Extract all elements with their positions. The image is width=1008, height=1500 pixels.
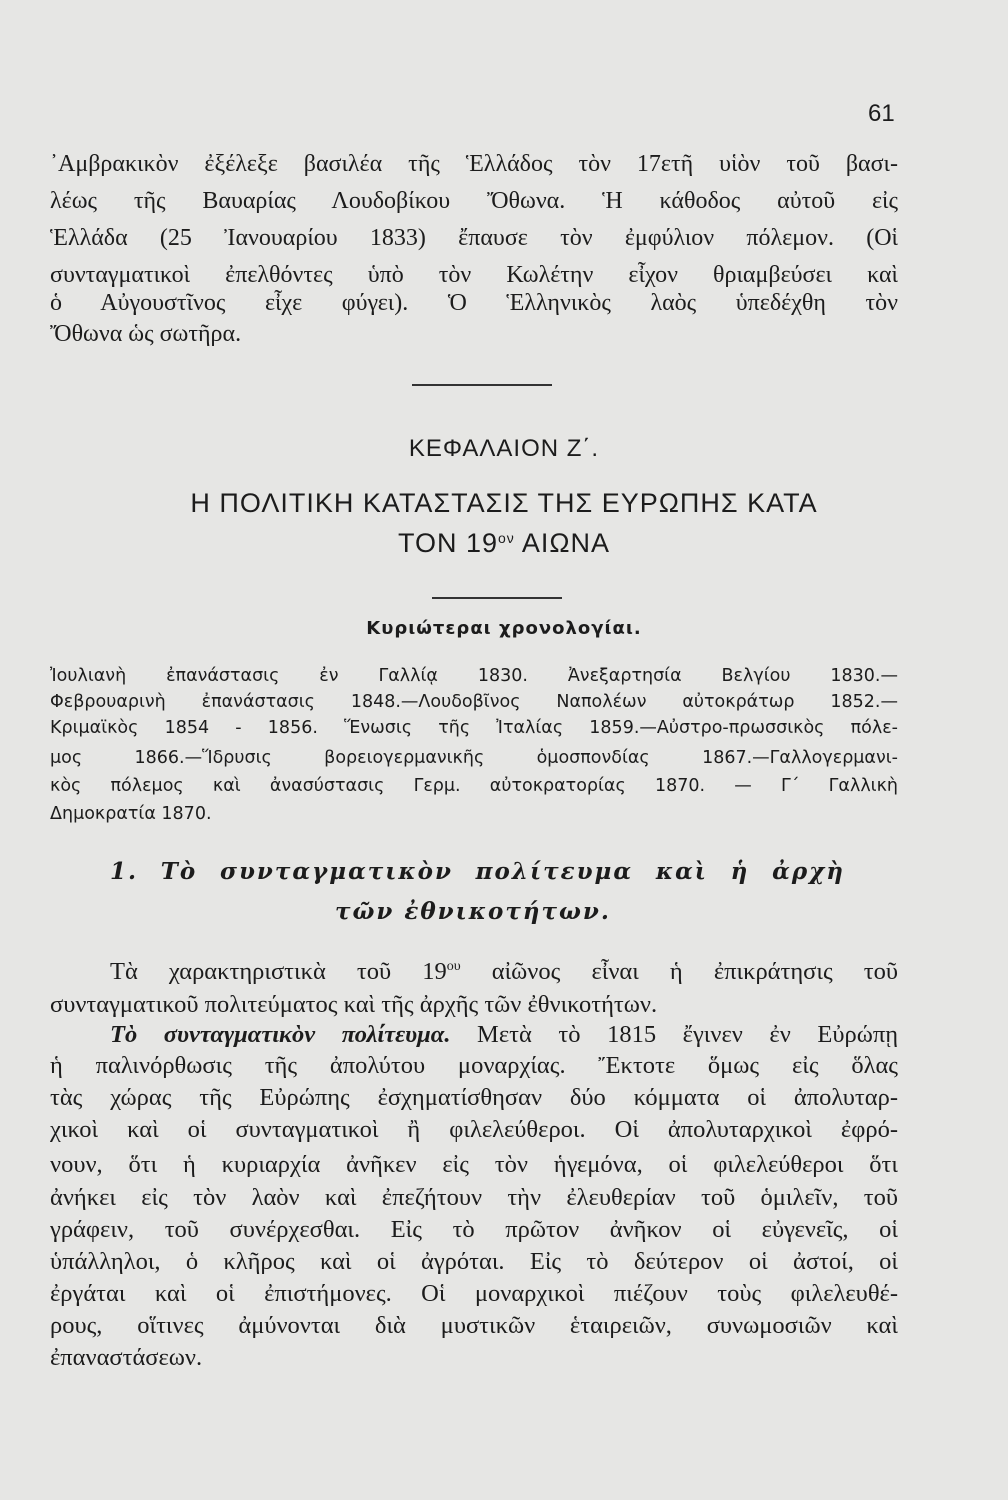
body-line: χικοὶ καὶ οἱ συνταγματικοὶ ἢ φιλελεύθεροι. Οἱ ἀπολυταρχικοὶ ἐφρό- — [50, 1116, 898, 1143]
body-line: γράφειν, τοῦ συνέρχεσθαι. Εἰς τὸ πρῶτον ἀνῆκον οἱ εὐγενεῖς, οἱ — [50, 1216, 898, 1243]
body-line: ἀνήκει εἰς τὸν λαὸν καὶ ἐπεζήτουν τὴν ἐλευθερίαν τοῦ ὁμιλεῖν, τοῦ — [50, 1184, 898, 1211]
body-line: ἐργάται καὶ οἱ ἐπιστήμονες. Οἱ μοναρχικοὶ πιέζουν τοὺς φιλελευθέ- — [50, 1280, 898, 1307]
body-line: ἡ παλινόρθωσις τῆς ἀπολύτου μοναρχίας. Ἔκτοτε ὅμως εἰς ὅλας — [50, 1052, 898, 1079]
body-text: Τὰ χαρακτηριστικὰ τοῦ 19 — [110, 958, 447, 985]
page-number: 61 — [868, 100, 895, 127]
intro-line: λέως τῆς Βαυαρίας Λουδοβίκου Ὄθωνα. Ἡ κάθοδος αὐτοῦ εἰς — [50, 188, 898, 214]
intro-line: συνταγματικοὶ ἐπελθόντες ὑπὸ τὸν Κωλέτην εἶχον θριαμβεύσει καὶ — [50, 262, 898, 288]
title-superscript: ον — [498, 530, 515, 546]
intro-line: ᾿Αμβρακικὸν ἐξέλεξε βασιλέα τῆς Ἑλλάδος τὸν 17ετῆ υἱὸν τοῦ βασι- — [50, 151, 898, 177]
body-line: συνταγματικοῦ πολιτεύματος καὶ τῆς ἀρχῆς τῶν ἐθνικοτήτων. — [50, 991, 658, 1018]
title-text: ΑΙΩΝΑ — [514, 528, 611, 558]
body-line: τὰς χώρας τῆς Εὐρώπης ἐσχηματίσθησαν δύο κόμματα οἱ ἀπολυταρ- — [50, 1084, 898, 1111]
chapter-title: Η ΠΟΛΙΤΙΚΗ ΚΑΤΑΣΤΑΣΙΣ ΤΗΣ ΕΥΡΩΠΗΣ ΚΑΤΑ — [190, 488, 818, 518]
subsection-title: Τὸ συνταγματικὸν πολίτευμα. — [110, 1021, 451, 1048]
chronology-line: κὸς πόλεμος καὶ ἀνασύστασις Γερμ. αὐτοκρατορίας 1870. — Γ΄ Γαλλικὴ — [50, 776, 898, 796]
divider-rule — [432, 597, 562, 599]
body-line: νουν, ὅτι ἡ κυριαρχία ἀνῆκεν εἰς τὸν ἡγεμόνα, οἱ φιλελεύθεροι ὅτι — [50, 1151, 898, 1178]
chronology-line: Κριμαϊκὸς 1854 - 1856. Ἕνωσις τῆς Ἰταλίας 1859.—Αὐστρο-πρωσσικὸς πόλε- — [50, 718, 898, 738]
chronology-heading: Κυριώτεραι χρονολογίαι. — [366, 618, 642, 639]
title-text: ΤΟΝ 19 — [397, 528, 499, 558]
intro-line: Ἑλλάδα (25 Ἰανουαρίου 1833) ἔπαυσε τὸν ἐμφύλιον πόλεμον. (Οἱ — [50, 225, 898, 251]
chronology-line: Φεβρουαρινὴ ἐπανάστασις 1848.—Λουδοβῖνος Ναπολέων αὐτοκράτωρ 1852.— — [50, 692, 898, 712]
body-text: αἰῶνος εἶναι ἡ ἐπικράτησις τοῦ — [460, 958, 898, 985]
chronology-line: Ἰουλιανὴ ἐπανάστασις ἐν Γαλλίᾳ 1830. Ἀνεξαρτησία Βελγίου 1830.— — [50, 666, 898, 686]
body-line: ρους, οἵτινες ἀμύνονται διὰ μυστικῶν ἑταιρειῶν, συνωμοσιῶν καὶ — [50, 1312, 898, 1339]
body-line: ὑπάλληλοι, ὁ κλῆρος καὶ οἱ ἀγρόται. Εἰς τὸ δεύτερον οἱ ἀστοί, οἱ — [50, 1248, 898, 1275]
divider-rule — [412, 384, 552, 386]
chronology-line: μος 1866.—Ἵδρυσις βορειογερμανικῆς ὁμοσπονδίας 1867.—Γαλλογερμανι- — [50, 748, 898, 768]
chapter-title-line2 — [0, 528, 1008, 559]
body-line — [110, 957, 898, 986]
body-line — [110, 1020, 898, 1049]
section-heading-line2: τῶν ἐθνικοτήτων. — [335, 898, 611, 925]
intro-line: ὁ Αὐγουστῖνος εἶχε φύγει). Ὁ Ἑλληνικὸς λαὸς ὑπεδέχθη τὸν — [50, 290, 898, 316]
section-heading: 1. Τὸ συνταγματικὸν πολίτευμα καὶ ἡ ἀρχὴ — [110, 858, 845, 885]
chronology-line: Δημοκρατία 1870. — [50, 804, 212, 824]
body-line: ἐπαναστάσεων. — [50, 1344, 203, 1371]
intro-line: Ὄθωνα ὡς σωτῆρα. — [50, 321, 242, 347]
chapter-label: ΚΕΦΑΛΑΙΟΝ Ζ΄. — [408, 435, 600, 462]
body-superscript: ου — [446, 959, 461, 974]
body-text: Μετὰ τὸ 1815 ἔγινεν ἐν Εὐρώπῃ — [450, 1021, 898, 1048]
